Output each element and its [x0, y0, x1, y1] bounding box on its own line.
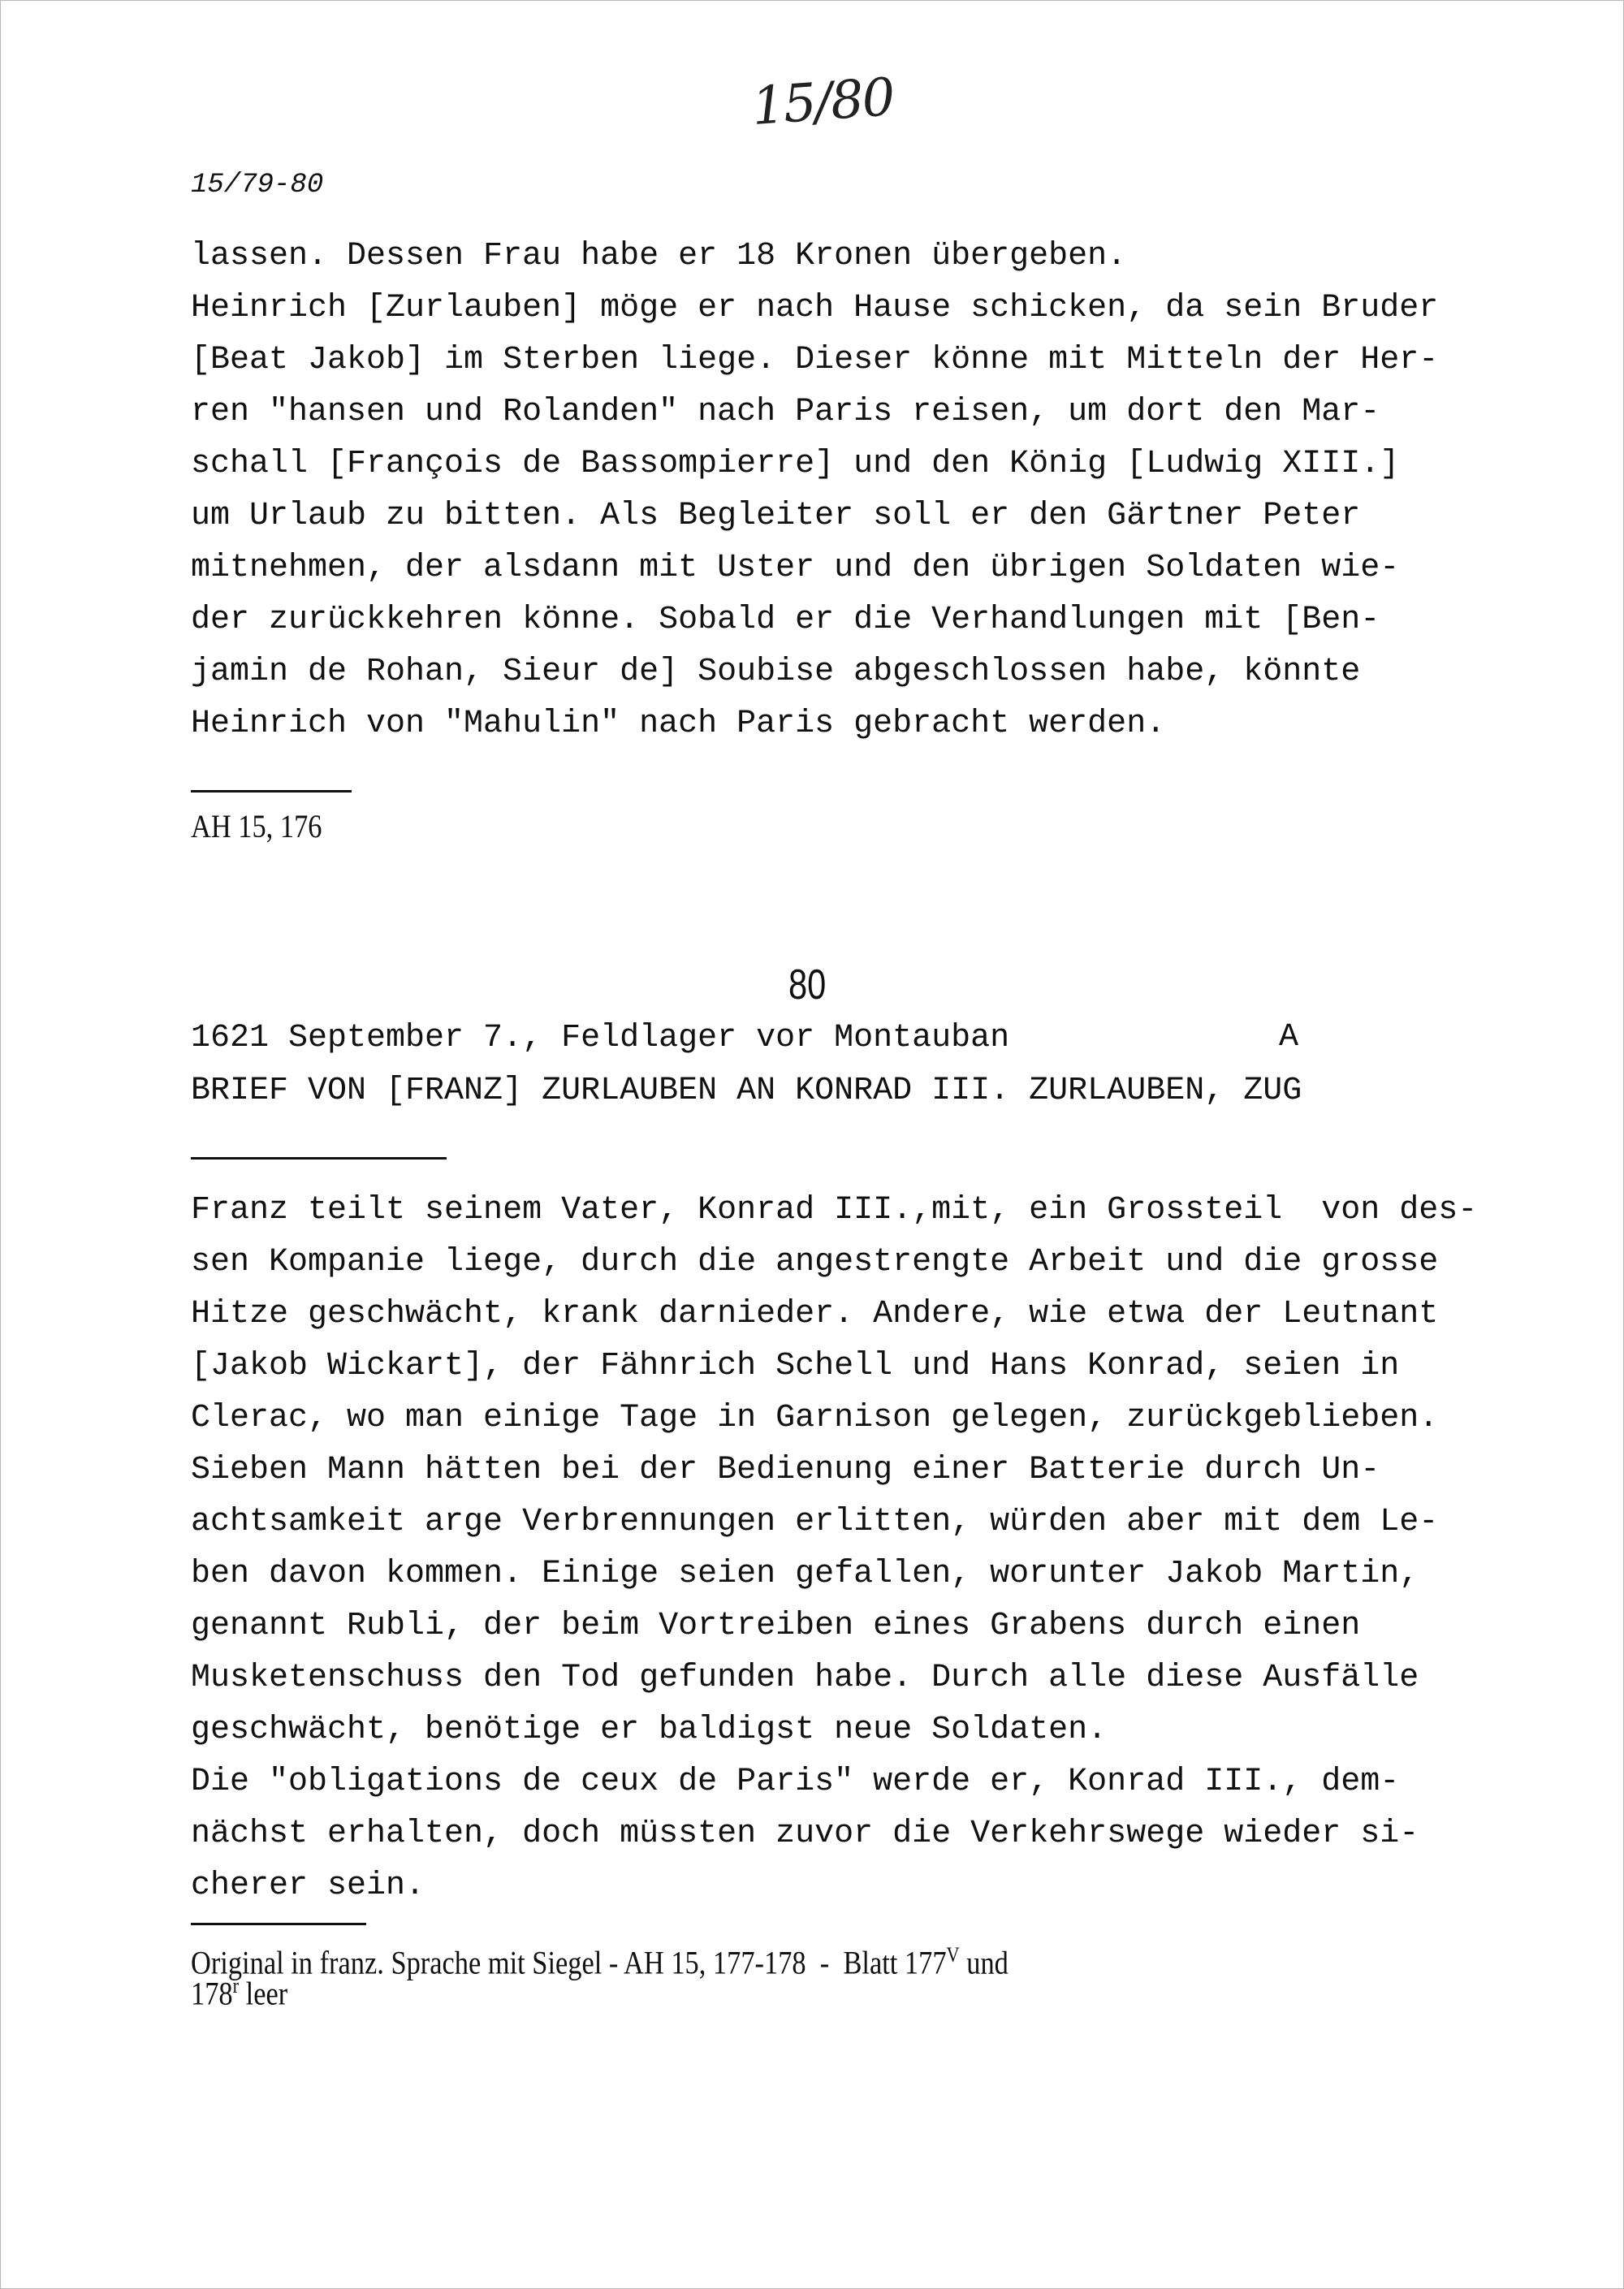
text-line: jamin de Rohan, Sieur de] Soubise abgeschlossen habe, könnte: [191, 654, 1361, 690]
text-line: lassen. Dessen Frau habe er 18 Kronen übergeben.: [191, 238, 1127, 274]
divider: [191, 1157, 447, 1160]
handwritten-page-number: 15/80: [749, 67, 896, 137]
text-line: der zurückkehren könne. Sobald er die Verhandlungen mit [Ben-: [191, 602, 1380, 638]
entry-date-place: 1621 September 7., Feldlager vor Montauban: [191, 1020, 1010, 1056]
text-line: Sieben Mann hätten bei der Bedienung einer Batterie durch Un-: [191, 1452, 1380, 1488]
document-reference: 15/79-80: [191, 170, 324, 201]
divider: [191, 1923, 366, 1925]
text-line: geschwächt, benötige er baldigst neue Soldaten.: [191, 1712, 1108, 1748]
footnote-line-1: [191, 1943, 1009, 1981]
footnote-line-2: [191, 1974, 287, 2012]
source-reference: AH 15, 176: [191, 808, 322, 844]
text-line: schall [François de Bassompierre] und den König [Ludwig XIII.]: [191, 446, 1400, 482]
text-line: Hitze geschwächt, krank darnieder. Andere, wie etwa der Leutnant: [191, 1296, 1439, 1332]
entry-type: A: [1279, 1019, 1299, 1056]
text-line: ren "hansen und Rolanden" nach Paris reisen, um dort den Mar-: [191, 394, 1380, 430]
text-line: Franz teilt seinem Vater, Konrad III.,mit, ein Grossteil von des-: [191, 1192, 1478, 1229]
text-line: Clerac, wo man einige Tage in Garnison gelegen, zurückgeblieben.: [191, 1400, 1439, 1436]
superscript: V: [946, 1943, 960, 1967]
text-line: Die "obligations de ceux de Paris" werde er, Konrad III., dem-: [191, 1764, 1400, 1800]
text-line: Heinrich [Zurlauben] möge er nach Hause schicken, da sein Bruder: [191, 290, 1439, 326]
text-line: [Jakob Wickart], der Fähnrich Schell und Hans Konrad, seien in: [191, 1348, 1400, 1384]
text-line: nächst erhalten, doch müssten zuvor die Verkehrswege wieder si-: [191, 1816, 1419, 1852]
text-line: sen Kompanie liege, durch die angestrengte Arbeit und die grosse: [191, 1244, 1439, 1281]
text-line: genannt Rubli, der beim Vortreiben eines Grabens durch einen: [191, 1608, 1361, 1644]
text-line: ben davon kommen. Einige seien gefallen, worunter Jakob Martin,: [191, 1556, 1419, 1592]
text-line: achtsamkeit arge Verbrennungen erlitten, würden aber mit dem Le-: [191, 1504, 1439, 1540]
text-line: [Beat Jakob] im Sterben liege. Dieser könne mit Mitteln der Her-: [191, 342, 1439, 378]
entry-number: 80: [788, 961, 827, 1008]
superscript: r: [232, 1974, 240, 1997]
text-line: cherer sein.: [191, 1868, 425, 1904]
footnote-text: 178: [191, 1975, 233, 2012]
divider: [191, 790, 352, 793]
text-line: um Urlaub zu bitten. Als Begleiter soll er den Gärtner Peter: [191, 498, 1361, 534]
text-line: Musketenschuss den Tod gefunden habe. Durch alle diese Ausfälle: [191, 1660, 1419, 1696]
text-line: mitnehmen, der alsdann mit Uster und den übrigen Soldaten wie-: [191, 550, 1400, 586]
footnote-text: Original in franz. Sprache mit Siegel - AH 15, 177-178 - Blatt 177: [191, 1944, 947, 1981]
text-line: Heinrich von "Mahulin" nach Paris gebracht werden.: [191, 706, 1166, 742]
footnote-text: leer: [239, 1975, 288, 2012]
entry-title: BRIEF VON [FRANZ] ZURLAUBEN AN KONRAD III. ZURLAUBEN, ZUG: [191, 1073, 1302, 1109]
footnote-text: und: [959, 1944, 1009, 1981]
